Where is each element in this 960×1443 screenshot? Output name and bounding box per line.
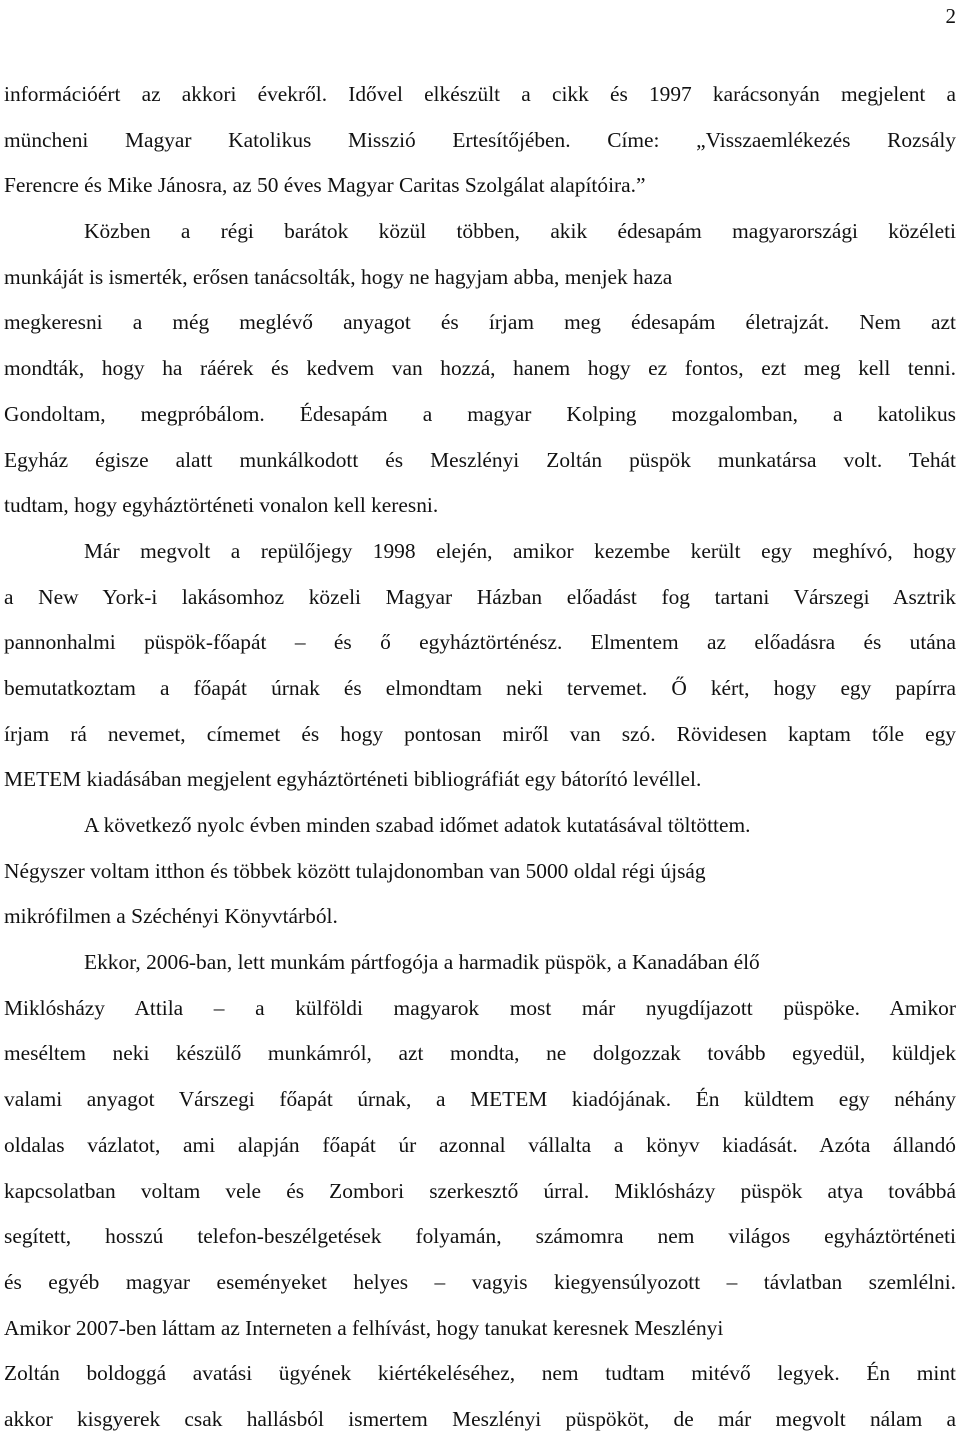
text-line: a New York-i lakásomhoz közeli Magyar Házban előadást fog tartani Várszegi Asztrik <box>4 584 956 609</box>
text-line: Gondoltam, megpróbálom. Édesapám a magyar Kolping mozgalomban, a katolikus <box>4 401 956 426</box>
text-line: megkeresni a még meglévő anyagot és írjam meg édesapám életrajzát. Nem azt <box>4 310 956 335</box>
text-line: valami anyagot Várszegi főapát úrnak, a METEM kiadójának. Én küldtem egy néhány <box>4 1087 956 1112</box>
text-line: Miklósházy Attila – a külföldi magyarok most már nyugdíjazott püspöke. Amikor <box>4 995 956 1020</box>
text-line: pannonhalmi püspök-főapát – és ő egyháztörténész. Elmentem az előadásra és utána <box>4 630 956 655</box>
text-line: írjam rá nevemet, címemet és hogy pontosan miről van szó. Rövidesen kaptam tőle egy <box>4 721 956 746</box>
text-line: Már megvolt a repülőjegy 1998 elején, amikor kezembe került egy meghívó, hogy <box>84 538 956 563</box>
text-line: tudtam, hogy egyháztörténeti vonalon kell keresni. <box>4 493 439 518</box>
text-line: oldalas vázlatot, ami alapján főapát úr azonnal vállalta a könyv kiadását. Azóta állandó <box>4 1132 956 1157</box>
text-line: kapcsolatban voltam vele és Zombori szerkesztő úrral. Miklósházy püspök atya továbbá <box>4 1178 956 1203</box>
text-line: akkor kisgyerek csak hallásból ismertem Meszlényi püspököt, de már megvolt nálam a <box>4 1406 956 1431</box>
text-line: Zoltán boldoggá avatási ügyének kiértékeléséhez, nem tudtam mitévő legyek. Én mint <box>4 1361 956 1386</box>
text-line: információért az akkori évekről. Idővel elkészült a cikk és 1997 karácsonyán megjelent a <box>4 82 956 106</box>
text-line: Ekkor, 2006-ban, lett munkám pártfogója a harmadik püspök, a Kanadában élő <box>84 950 760 975</box>
text-line: Közben a régi barátok közül többen, akik édesapám magyarországi közéleti <box>84 219 956 244</box>
text-line: bemutatkoztam a főapát úrnak és elmondtam neki tervemet. Ő kért, hogy egy papírra <box>4 675 956 700</box>
text-line: mondták, hogy ha ráérek és kedvem van hozzá, hanem hogy ez fontos, ezt meg kell tenni. <box>4 356 956 381</box>
text-line: Egyház égisze alatt munkálkodott és Meszlényi Zoltán püspök munkatársa volt. Tehát <box>4 447 956 472</box>
text-line: METEM kiadásában megjelent egyháztörténeti bibliográfiát egy bátorító levéllel. <box>4 767 702 792</box>
text-line: mikrófilmen a Széchényi Könyvtárból. <box>4 904 338 929</box>
body-text <box>4 72 956 1443</box>
text-line: A következő nyolc évben minden szabad időmet adatok kutatásával töltöttem. <box>84 813 751 837</box>
text-line: Négyszer voltam itthon és többek között tulajdonomban van 5000 oldal régi újság <box>4 858 706 883</box>
text-line: segített, hosszú telefon-beszélgetések folyamán, számomra nem világos egyháztörténeti <box>4 1224 956 1249</box>
text-line: Ferencre és Mike Jánosra, az 50 éves Magyar Caritas Szolgálat alapítóira.” <box>4 173 646 198</box>
text-line: müncheni Magyar Katolikus Misszió Ertesítőjében. Címe: „Visszaemlékezés Rozsály <box>4 127 956 152</box>
text-line: meséltem neki készülő munkámról, azt mondta, ne dolgozzak tovább egyedül, küldjek <box>4 1041 956 1066</box>
page-number: 2 <box>945 4 956 28</box>
text-line: Amikor 2007-ben láttam az Interneten a felhívást, hogy tanukat keresnek Meszlényi <box>4 1315 724 1340</box>
text-line: és egyéb magyar eseményeket helyes – vagyis kiegyensúlyozott – távlatban szemlélni. <box>4 1269 956 1294</box>
text-line: munkáját is ismerték, erősen tanácsolták, hogy ne hagyjam abba, menjek haza <box>4 264 673 289</box>
